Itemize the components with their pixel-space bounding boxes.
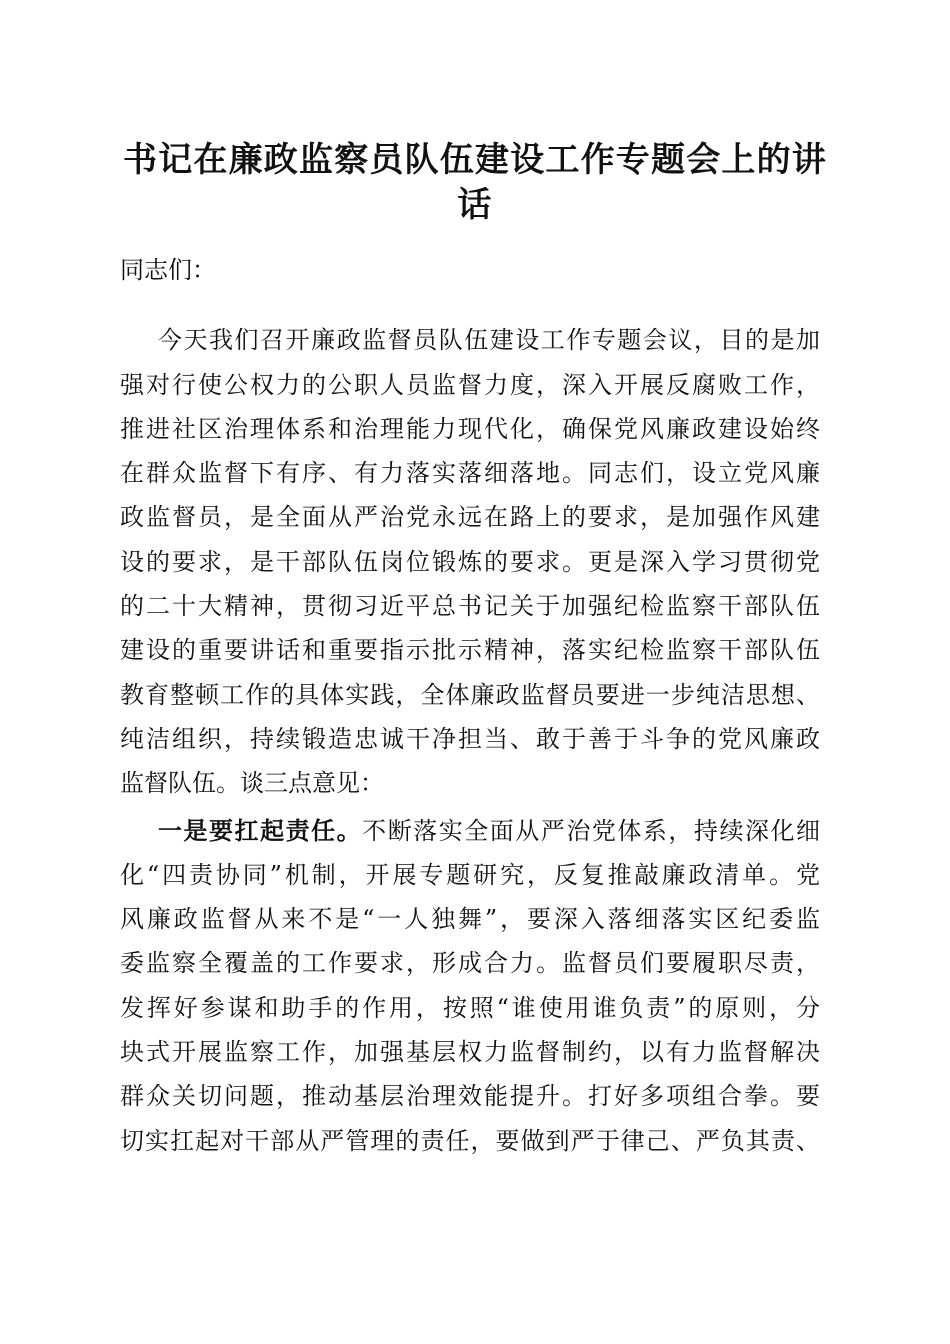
paragraph-line: 纯洁组织，持续锻造忠诚干净担当、敢于善于斗争的党风廉政 <box>120 724 820 753</box>
paragraph-line: 建设的重要讲话和重要指示批示精神，落实纪检监察干部队伍 <box>120 636 820 665</box>
salutation: 同志们： <box>120 256 216 284</box>
paragraph-line: 块式开展监察工作，加强基层权力监督制约，以有力监督解决 <box>120 1038 820 1067</box>
paragraph-line: 强对行使公权力的公职人员监督力度，深入开展反腐败工作， <box>120 370 820 399</box>
paragraph-line: 群众关切问题，推动基层治理效能提升。打好多项组合拳。要 <box>120 1082 820 1111</box>
paragraph-point-one <box>120 809 820 1163</box>
paragraph-line: 今天我们召开廉政监督员队伍建设工作专题会议，目的是加 <box>158 326 820 355</box>
paragraph-line: 化“四责协同”机制，开展专题研究，反复推敲廉政清单。党 <box>120 860 820 889</box>
paragraph-line: 在群众监督下有序、有力落实落细落地。同志们，设立党风廉 <box>120 459 820 488</box>
paragraph-intro <box>120 318 820 805</box>
paragraph-line: 发挥好参谋和助手的作用，按照“谁使用谁负责”的原则，分 <box>120 993 820 1022</box>
paragraph-line: 的二十大精神，贯彻习近平总书记关于加强纪检监察干部队伍 <box>120 592 820 621</box>
document-body <box>120 248 820 1163</box>
paragraph-line: 委监察全覆盖的工作要求，形成合力。监督员们要履职尽责， <box>120 949 820 978</box>
paragraph-line: 政监督员，是全面从严治党永远在路上的要求，是加强作风建 <box>120 503 820 532</box>
paragraph-line-text: 不断落实全面从严治党体系，持续深化细 <box>362 816 821 845</box>
paragraph-line <box>120 809 820 853</box>
paragraph-line: 设的要求，是干部队伍岗位锻炼的要求。更是深入学习贯彻党 <box>120 547 820 576</box>
paragraph-line: 推进社区治理体系和治理能力现代化，确保党风廉政建设始终 <box>120 414 820 443</box>
paragraph-line: 切实扛起对干部从严管理的责任，要做到严于律己、严负其责、 <box>120 1126 820 1155</box>
paragraph-lead: 一是要扛起责任。 <box>158 815 363 845</box>
paragraph-line: 教育整顿工作的具体实践，全体廉政监督员要进一步纯洁思想、 <box>120 680 820 709</box>
document-title: 书记在廉政监察员队伍建设工作专题会上的讲话 <box>123 140 827 225</box>
paragraph-line: 风廉政监督从来不是“一人独舞”，要深入落细落实区纪委监 <box>120 905 820 934</box>
paragraph-line: 监督队伍。谈三点意见： <box>120 769 384 798</box>
